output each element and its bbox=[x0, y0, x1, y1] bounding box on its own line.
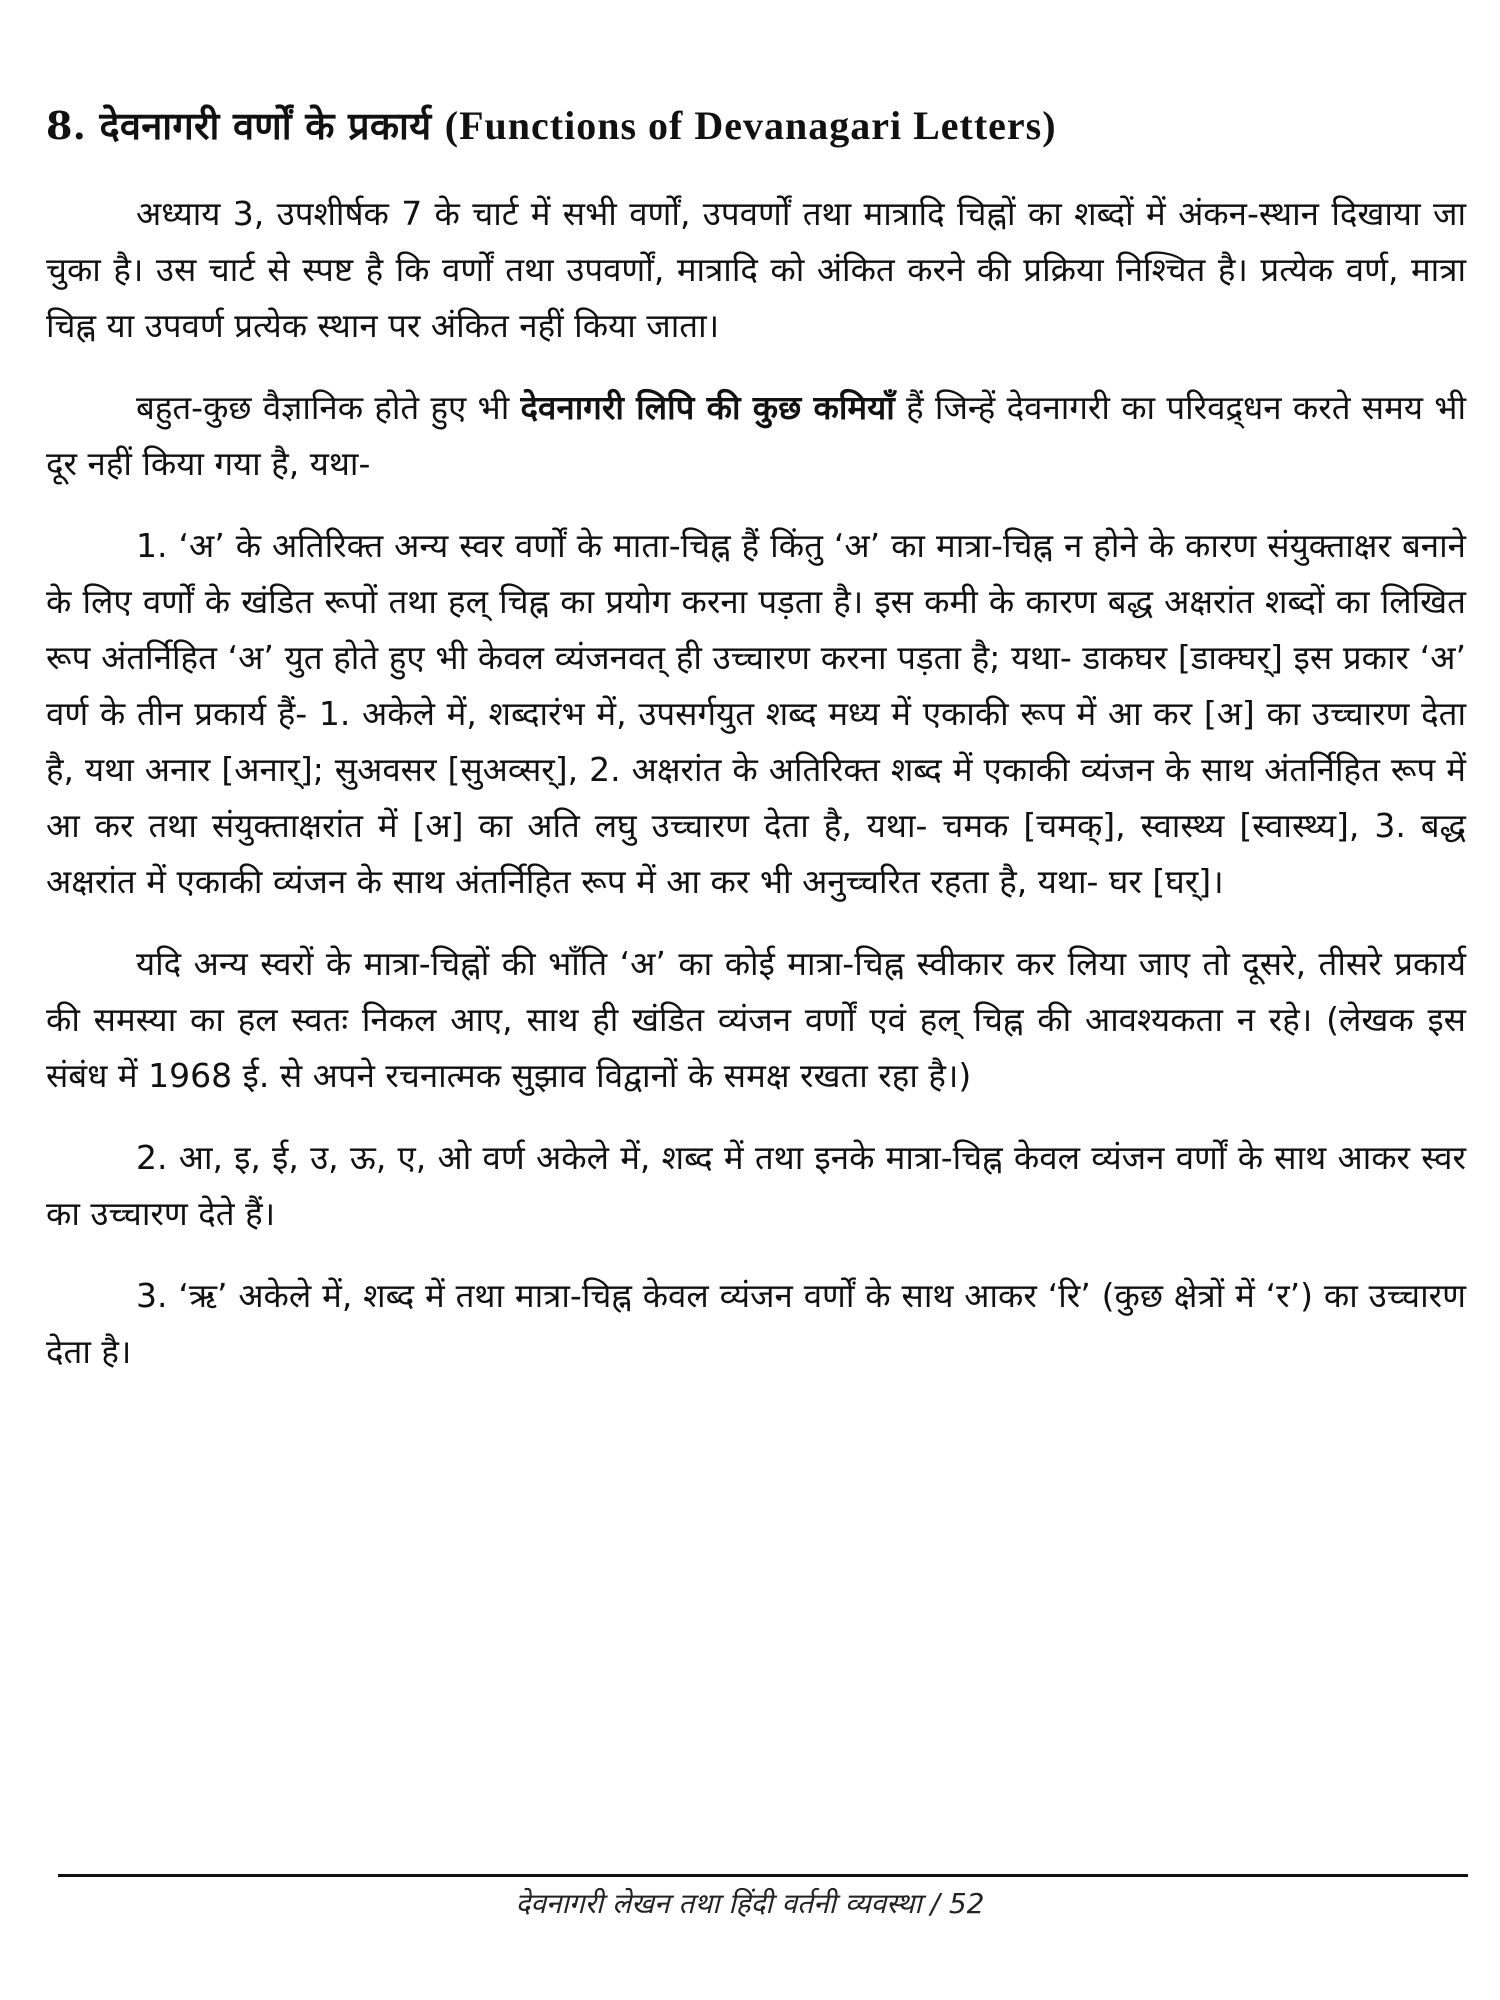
paragraph-6: 3. ‘ऋ’ अकेले में, शब्द में तथा मात्रा-चिह्न केवल व्यंजन वर्णों के साथ आकर ‘रि’ (कुछ क्षेत्रों में ‘र’) का उच्चारण देता है। bbox=[46, 1276, 1466, 1371]
section-heading bbox=[46, 100, 1466, 152]
paragraph-2-text-end: हैं जिन्हें देवनागरी का परिवद्र्धन करते समय भी दूर नहीं किया गया है, यथा- bbox=[46, 388, 1466, 483]
page-footer: देवनागरी लेखन तथा हिंदी वर्तनी व्यवस्था / 52 bbox=[515, 1887, 985, 1920]
footer-divider bbox=[58, 1874, 1468, 1877]
page-body bbox=[46, 100, 1466, 1960]
paragraph-2-text-start: बहुत-कुछ वैज्ञानिक होते हुए भी bbox=[136, 388, 521, 427]
section-title-hindi: देवनागरी वर्णों के प्रकार्य bbox=[99, 104, 432, 148]
paragraph-1: अध्याय 3, उपशीर्षक 7 के चार्ट में सभी वर्णों, उपवर्णों तथा मात्रादि चिह्नों का शब्दों में अंकन-स्थान दिखाया जा चुका है। उस चार्ट से स्पष्ट है कि वर्णों तथा उपवर्णों, मात्रादि को अंकित करने की प्रक्रिया निश्चित है। प्रत्येक वर्ण, मात्रा चिह्न या उपवर्ण प्रत्येक स्थान पर अंकित नहीं किया जाता। bbox=[46, 194, 1466, 345]
paragraph-2 bbox=[46, 380, 1466, 492]
section-number: 8. bbox=[46, 103, 87, 148]
paragraph-4: यदि अन्य स्वरों के मात्रा-चिह्नों की भाँति ‘अ’ का कोई मात्रा-चिह्न स्वीकार कर लिया जाए तो दूसरे, तीसरे प्रकार्य की समस्या का हल स्वतः निकल आए, साथ ही खंडित व्यंजन वर्णों एवं हल् चिह्न की आवश्यकता न रहे। (लेखक इस संबंध में 1968 ई. से अपने रचनात्मक सुझाव विद्वानों के समक्ष रखता रहा है।) bbox=[46, 944, 1466, 1095]
section-title-english: (Functions of Devanagari Letters) bbox=[444, 103, 1057, 148]
paragraph-5: 2. आ, इ, ई, उ, ऊ, ए, ओ वर्ण अकेले में, शब्द में तथा इनके मात्रा-चिह्न केवल व्यंजन वर्णों के साथ आकर स्वर का उच्चारण देते हैं। bbox=[46, 1138, 1466, 1233]
paragraph-3: 1. ‘अ’ के अतिरिक्त अन्य स्वर वर्णों के माता-चिह्न हैं किंतु ‘अ’ का मात्रा-चिह्न न होने के कारण संयुक्ताक्षर बनाने के लिए वर्णों के खंडित रूपों तथा हल् चिह्न का प्रयोग करना पड़ता है। इस कमी के कारण बद्ध अक्षरांत शब्दों का लिखित रूप अंतर्निहित ‘अ’ युत होते हुए भी केवल व्यंजनवत् ही उच्चारण करना पड़ता है; यथा- डाकघर [डाक्घर्] इस प्रकार ‘अ’ वर्ण के तीन प्रकार्य हैं- 1. अकेले में, शब्दारंभ में, उपसर्गयुत शब्द मध्य में एकाकी रूप में आ कर [अ] का उच्चारण देता है, यथा अनार [अनार्]; सुअवसर [सुअव्सर्], 2. अक्षरांत के अतिरिक्त शब्द में एकाकी व्यंजन के साथ अंतर्निहित रूप में आ कर तथा संयुक्ताक्षरांत में [अ] का अति लघु उच्चारण देता है, यथा- चमक [चमक्], स्वास्थ्य [स्वास्थ्य], 3. बद्ध अक्षरांत में एकाकी व्यंजन के साथ अंतर्निहित रूप में आ कर भी अनुच्चरित रहता है, यथा- घर [घर्]। bbox=[46, 526, 1466, 901]
paragraph-2-emphasis: देवनागरी लिपि की कुछ कमियाँ bbox=[520, 388, 895, 427]
